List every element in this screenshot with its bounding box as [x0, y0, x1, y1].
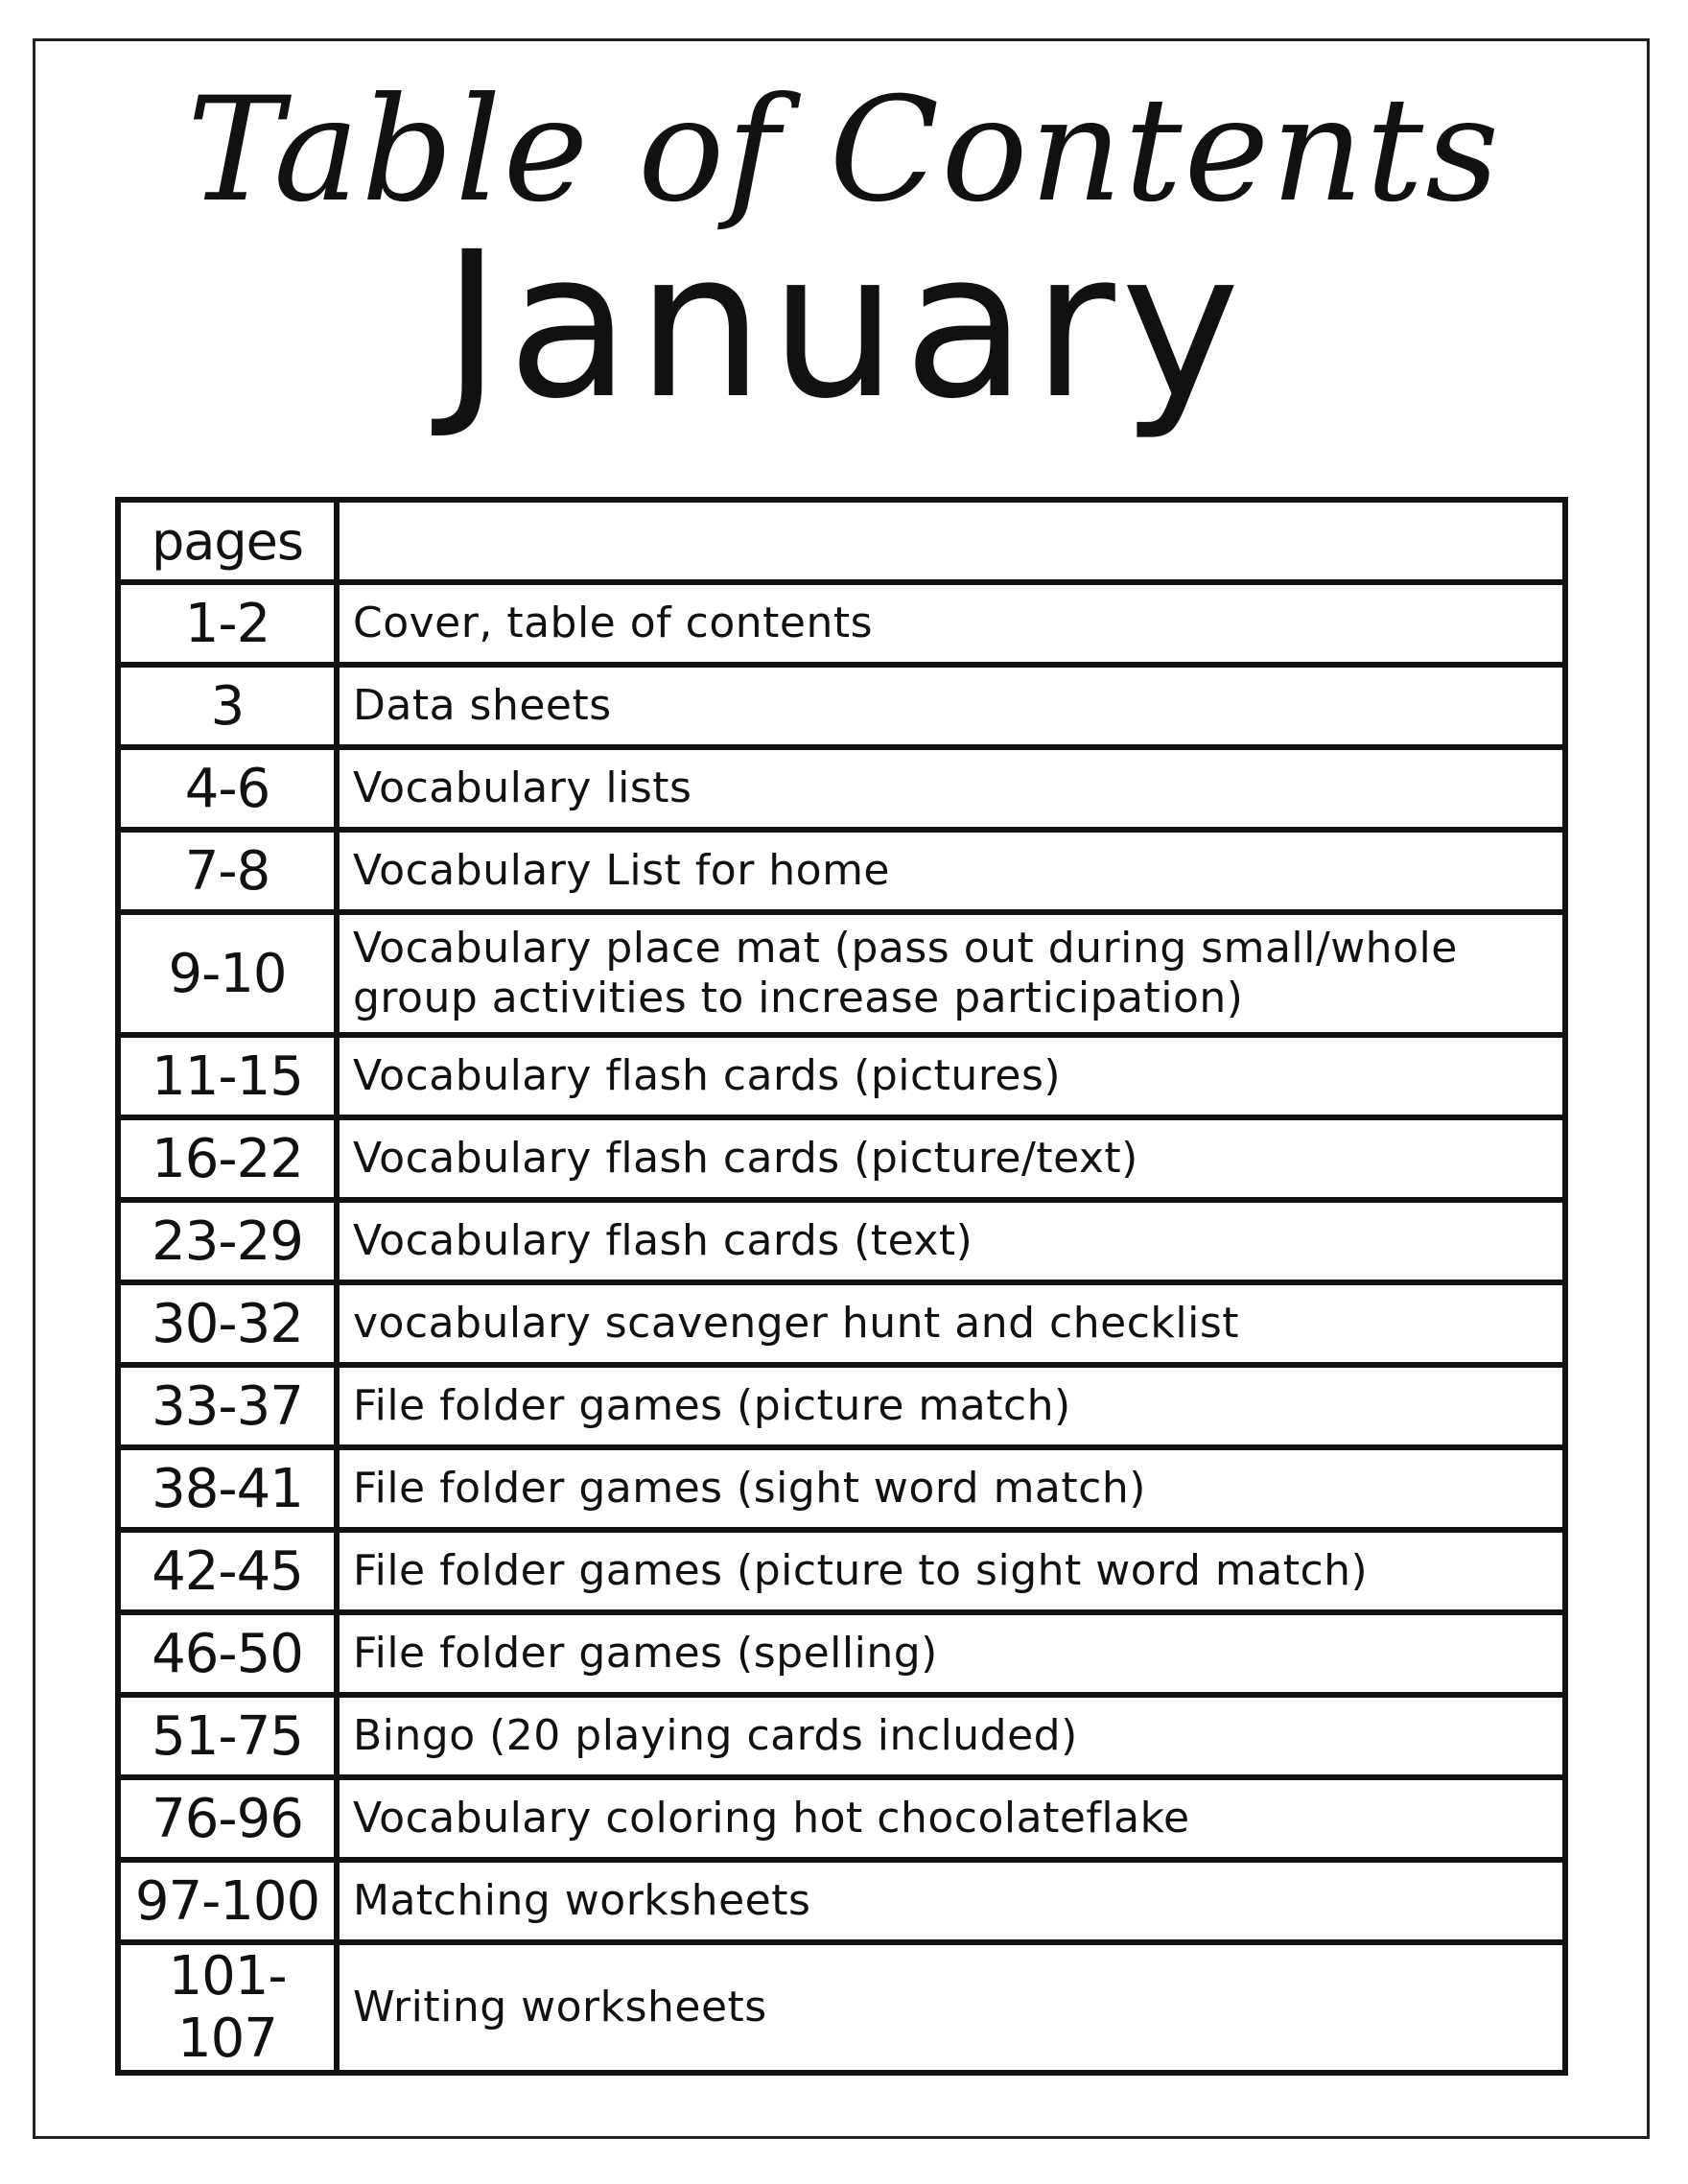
page-range: 7-8: [118, 830, 337, 912]
table-row: [118, 1612, 1565, 1695]
page-range: 101-107: [118, 1942, 337, 2073]
page-range: 3: [118, 665, 337, 747]
table-header-row: [118, 500, 1565, 582]
section-description: Vocabulary flash cards (picture/text): [337, 1117, 1565, 1200]
table-row: [118, 1530, 1565, 1612]
page-range: 51-75: [118, 1695, 337, 1777]
section-description: Vocabulary List for home: [337, 830, 1565, 912]
section-description: vocabulary scavenger hunt and checklist: [337, 1282, 1565, 1365]
table-row: [118, 1860, 1565, 1942]
page-range: 76-96: [118, 1777, 337, 1860]
table-row: [118, 830, 1565, 912]
table-row: [118, 1117, 1565, 1200]
page-range: 1-2: [118, 582, 337, 665]
description-column-header: [337, 500, 1565, 582]
section-description: File folder games (sight word match): [337, 1447, 1565, 1530]
section-description: Vocabulary flash cards (text): [337, 1200, 1565, 1282]
page-range: 11-15: [118, 1035, 337, 1117]
page-range: 33-37: [118, 1365, 337, 1447]
table-row: [118, 665, 1565, 747]
table-row: [118, 1447, 1565, 1530]
page-range: 9-10: [118, 912, 337, 1035]
table-row: [118, 1035, 1565, 1117]
section-description: File folder games (picture to sight word match): [337, 1530, 1565, 1612]
page-range: 97-100: [118, 1860, 337, 1942]
table-row: [118, 1282, 1565, 1365]
page-title: Table of Contents: [186, 67, 1502, 234]
table-row: [118, 1695, 1565, 1777]
section-description: Cover, table of contents: [337, 582, 1565, 665]
page-range: 42-45: [118, 1530, 337, 1612]
table-row: [118, 1365, 1565, 1447]
table-of-contents: [115, 497, 1568, 2076]
table-row: [118, 582, 1565, 665]
page-range: 4-6: [118, 747, 337, 830]
section-description: Vocabulary lists: [337, 747, 1565, 830]
table-row: [118, 1942, 1565, 2073]
section-description: Matching worksheets: [337, 1860, 1565, 1942]
page-range: 30-32: [118, 1282, 337, 1365]
month-heading: January: [441, 208, 1247, 443]
table-row: [118, 1777, 1565, 1860]
page-range: 23-29: [118, 1200, 337, 1282]
page-range: 16-22: [118, 1117, 337, 1200]
section-description: Vocabulary coloring hot chocolateflake: [337, 1777, 1565, 1860]
table-row: [118, 912, 1565, 1035]
page-range: 46-50: [118, 1612, 337, 1695]
table-row: [118, 747, 1565, 830]
section-description: Vocabulary place mat (pass out during small/whole group activities to increase participation): [337, 912, 1565, 1035]
section-description: Vocabulary flash cards (pictures): [337, 1035, 1565, 1117]
table-row: [118, 1200, 1565, 1282]
section-description: File folder games (picture match): [337, 1365, 1565, 1447]
section-description: File folder games (spelling): [337, 1612, 1565, 1695]
page-range: 38-41: [118, 1447, 337, 1530]
section-description: Writing worksheets: [337, 1942, 1565, 2073]
pages-column-header: pages: [118, 500, 337, 582]
section-description: Data sheets: [337, 665, 1565, 747]
section-description: Bingo (20 playing cards included): [337, 1695, 1565, 1777]
